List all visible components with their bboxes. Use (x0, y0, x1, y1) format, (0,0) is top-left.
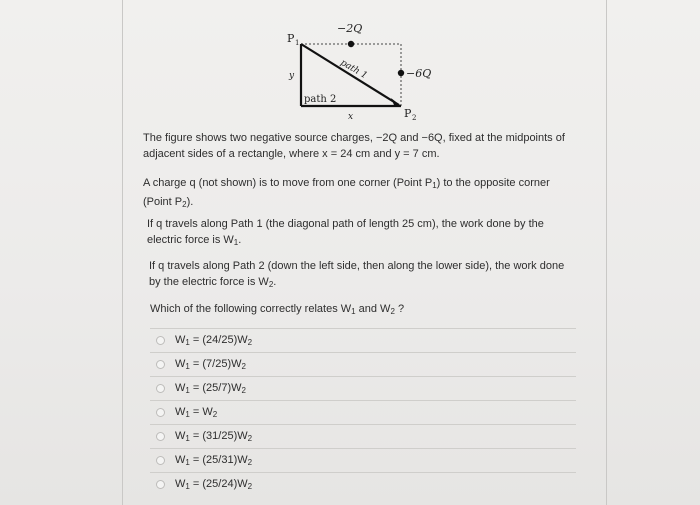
q5-sub-2: 2 (390, 307, 395, 316)
charge-right-label: −6Q (406, 67, 432, 80)
p1-label: P (287, 32, 295, 45)
path2-label: path 2 (304, 94, 337, 105)
question-paragraph-4 (149, 258, 575, 293)
option-label: $W_1 = (24/25)W_2$ (175, 334, 253, 347)
answer-options-list (150, 328, 576, 496)
q3-text-b: . (238, 234, 242, 246)
radio-button[interactable] (156, 408, 165, 417)
option-7[interactable] (150, 472, 576, 496)
x-dimension-label: x (348, 112, 354, 122)
p2-sub: 2 (412, 114, 417, 122)
q5-text-b: ? (394, 303, 405, 315)
option-label: $W_1 = (31/25)W_2$ (175, 430, 253, 443)
question-prompt (150, 301, 580, 320)
q5-sub-1: 1 (351, 307, 356, 316)
charge-right-dot (398, 70, 404, 76)
figure-diagram (270, 18, 470, 133)
option-label: $W_1 = (25/31)W_2$ (175, 454, 253, 467)
q3-text-a: If q travels along Path 1 (the diagonal path of length 25 cm), the work done by the electric force is W (147, 218, 544, 246)
radio-button[interactable] (156, 384, 165, 393)
q2-sub-2: 2 (182, 200, 187, 209)
column-divider-left (122, 0, 123, 505)
q5-text-mid: and W (355, 303, 391, 315)
q4-text-a: If q travels along Path 2 (down the left side, then along the lower side), the work done by the electric force is W (149, 260, 565, 288)
y-dimension-label: y (289, 71, 295, 81)
option-6[interactable] (150, 448, 576, 472)
rectangle-figure (270, 18, 470, 133)
option-label: $W_1 = (25/7)W_2$ (175, 382, 246, 395)
q2-sub-1: 1 (432, 181, 437, 190)
radio-button[interactable] (156, 360, 165, 369)
q2-text-c: ). (186, 196, 194, 208)
radio-button[interactable] (156, 480, 165, 489)
q2-text-b: ) to the opposite corner (Point P (143, 177, 550, 208)
option-3[interactable] (150, 376, 576, 400)
q4-text-b: . (273, 276, 277, 288)
option-5[interactable] (150, 424, 576, 448)
p1-sub: 1 (295, 39, 300, 47)
path1-label: path 1 (338, 57, 369, 82)
question-paragraph-1: The figure shows two negative source charges, −2Q and −6Q, fixed at the midpoints of adjacent sides of a rectangle, where x = 24 cm and y = 7 cm. (143, 132, 565, 160)
option-label: $W_1 = (25/24)W_2$ (175, 478, 253, 491)
q3-sub: 1 (233, 238, 239, 247)
option-label: $W_1 = (7/25)W_2$ (175, 358, 246, 371)
p2-label: P (404, 107, 412, 120)
option-1[interactable] (150, 328, 576, 352)
charge-top-label: −2Q (337, 22, 363, 35)
option-2[interactable] (150, 352, 576, 376)
column-divider-right (606, 0, 607, 505)
question-paragraph-2 (143, 175, 573, 213)
option-4[interactable] (150, 400, 576, 424)
q2-text-a: A charge q (not shown) is to move from one corner (Point P (143, 177, 433, 189)
radio-button[interactable] (156, 456, 165, 465)
charge-top-dot (348, 41, 354, 47)
q4-sub: 2 (268, 280, 274, 289)
radio-button[interactable] (156, 432, 165, 441)
question-paragraph-3 (147, 216, 573, 251)
option-label: $W_1 = W_2$ (175, 406, 218, 419)
radio-button[interactable] (156, 336, 165, 345)
q5-text-a: Which of the following correctly relates W (150, 303, 352, 315)
